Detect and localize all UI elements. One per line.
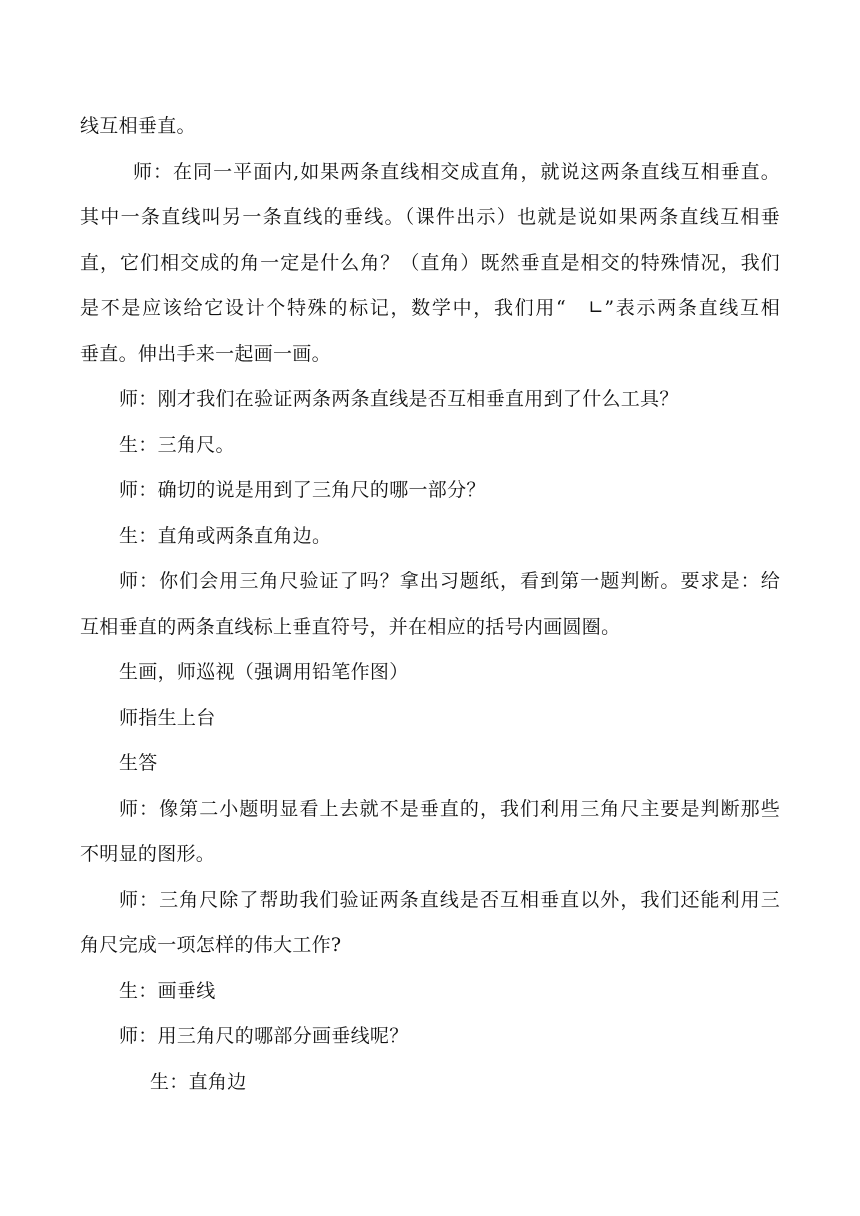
text-line: 是不是应该给它设计个特殊的标记，数学中，我们用“ ∟”表示两条直线互相	[80, 297, 780, 319]
text-line: 师：在同一平面内,如果两条直线相交成直角，就说这两条直线互相垂直。	[133, 161, 780, 183]
text-line: 师：刚才我们在验证两条两条直线是否互相垂直用到了什么工具？	[119, 388, 679, 410]
text-line: 生答	[119, 752, 158, 774]
text-line: 生：直角边	[150, 1071, 247, 1093]
text-line: 线互相垂直。	[80, 115, 196, 137]
text-line: 师：你们会用三角尺验证了吗？拿出习题纸，看到第一题判断。要求是：给	[119, 570, 780, 592]
text-line: 生画，师巡视（强调用铅笔作图）	[119, 661, 409, 683]
text-line: 直，它们相交成的角一定是什么角？（直角）既然垂直是相交的特殊情况，我们	[80, 252, 780, 274]
text-line: 不明显的图形。	[80, 843, 216, 865]
text-line: 生：画垂线	[119, 980, 216, 1002]
text-line: 师指生上台	[119, 707, 216, 729]
text-line: 师：三角尺除了帮助我们验证两条直线是否互相垂直以外，我们还能利用三	[119, 889, 780, 911]
text-line: 师：像第二小题明显看上去就不是垂直的，我们利用三角尺主要是判断那些	[119, 798, 780, 820]
text-line: 其中一条直线叫另一条直线的垂线。（课件出示）也就是说如果两条直线互相垂	[80, 206, 780, 228]
text-line: 角尺完成一项怎样的伟大工作?	[80, 934, 342, 956]
text-line: 生：三角尺。	[119, 434, 235, 456]
text-line: 垂直。伸出手来一起画一画。	[80, 343, 331, 365]
text-line: 生：直角或两条直角边。	[119, 525, 332, 547]
text-line: 师：确切的说是用到了三角尺的哪一部分？	[119, 479, 486, 501]
text-line: 师：用三角尺的哪部分画垂线呢？	[119, 1025, 409, 1047]
text-line: 互相垂直的两条直线标上垂直符号，并在相应的括号内画圆圈。	[80, 616, 621, 638]
